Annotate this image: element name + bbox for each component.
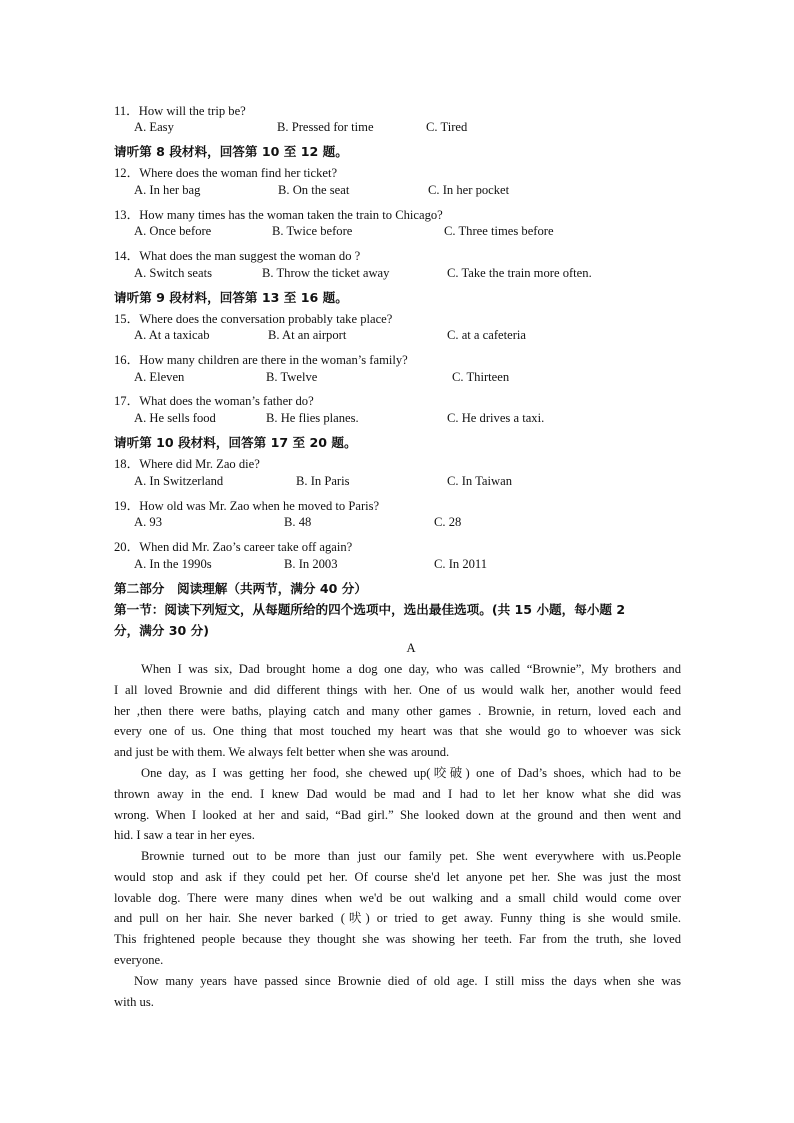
option-a: A. Switch seats [134,266,213,280]
text-line: This frightened people because they thought she was showing her teeth. Far from the truth, she loved [114,932,681,947]
question-16: 16．How many children are there in the woman’s family? [114,353,408,367]
text-line: Brownie turned out to be more than just our family pet. She went everywhere with us.People [141,849,681,863]
option-a: A. He sells food [134,411,216,425]
option-b: B. In Paris [296,474,350,488]
text-line: lovable dog. There were many dines when we'd be out walking and a small child would come over [114,890,681,905]
option-c: C. Three times before [444,224,554,238]
question-11: 11．How will the trip be? [114,104,246,118]
option-b: B. At an airport [268,328,347,342]
option-c: C. Tired [426,120,468,134]
passage-paragraph-1 [114,659,681,763]
text-line: wrong. When I looked at her and said, “Bad girl.” She looked down at the ground and then went and [114,807,681,822]
option-a: A. At a taxicab [134,328,210,342]
section-heading-9: 请听第 9 段材料，回答第 13 至 16 题。 [114,290,348,305]
question-20: 20．When did Mr. Zao’s career take off again? [114,540,353,554]
option-c: C. Thirteen [452,370,510,384]
passage-paragraph-3 [114,846,681,971]
passage-paragraph-2 [114,763,681,846]
option-c: C. In 2011 [434,557,488,571]
section-heading-8: 请听第 8 段材料，回答第 10 至 12 题。 [114,144,348,159]
option-b: B. Twice before [272,224,353,238]
option-c: C. at a cafeteria [447,328,527,342]
option-a: A. Once before [134,224,212,238]
text-line: I all loved Brownie and did different things with her. One of us would walk her, another would feed [114,682,681,697]
option-b: B. On the seat [278,183,350,197]
option-b: B. In 2003 [284,557,338,571]
text-line: When I was six, Dad brought home a dog one day, who was called “Brownie”, My brothers and [141,662,681,676]
text-line: One day, as I was getting her food, she chewed up(咬破) one of Dad’s shoes, which had to be [141,766,681,780]
passage-paragraph-4 [114,971,681,1013]
option-c: C. In her pocket [428,183,510,197]
option-a: A. Easy [134,120,174,134]
question-12: 12．Where does the woman find her ticket? [114,166,338,180]
question-18: 18．Where did Mr. Zao die? [114,457,260,471]
question-14: 14．What does the man suggest the woman do ? [114,249,361,263]
text-line: and just be with them. We always felt better when she was around. [114,745,450,760]
text-line: her ,then there were baths, playing catch and many other games . Brownie, in return, loved each and [114,703,681,718]
section-one-instruction-line1: 第一节：阅读下列短文，从每题所给的四个选项中，选出最佳选项。(共 15 小题，每小题 2 [114,602,626,617]
option-b: B. Twelve [266,370,318,384]
text-line: hid. I saw a tear in her eyes. [114,828,255,843]
option-b: B. Pressed for time [277,120,374,134]
option-c: C. He drives a taxi. [447,411,545,425]
section-one-instruction-line2: 分，满分 30 分) [114,623,210,638]
passage-label: A [406,641,416,655]
question-15: 15．Where does the conversation probably take place? [114,312,393,326]
section-heading-10: 请听第 10 段材料，回答第 17 至 20 题。 [114,435,357,450]
question-17: 17．What does the woman’s father do? [114,394,314,408]
text-line: Now many years have passed since Brownie died of old age. I still miss the days when she was [134,974,681,988]
option-a: A. 93 [134,515,162,529]
option-c: C. 28 [434,515,462,529]
question-19: 19．How old was Mr. Zao when he moved to Paris? [114,499,380,513]
part-two-heading: 第二部分 阅读理解（共两节，满分 40 分） [114,581,367,596]
text-line: with us. [114,994,154,1009]
option-a: A. In the 1990s [134,557,212,571]
option-c: C. Take the train more often. [447,266,592,280]
text-line: would stop and ask if they could pet her. Of course she'd let anyone pet her. She was just the most [114,869,681,884]
option-b: B. 48 [284,515,312,529]
option-b: B. He flies planes. [266,411,359,425]
question-13: 13．How many times has the woman taken the train to Chicago? [114,208,443,222]
option-b: B. Throw the ticket away [262,266,390,280]
text-line: and pull on her hair. She never barked (吠) or tried to get away. Funny thing is she would smile. [114,911,681,926]
option-a: A. In Switzerland [134,474,224,488]
option-a: A. In her bag [134,183,201,197]
option-a: A. Eleven [134,370,185,384]
text-line: every one of us. One thing that most touched my heart was that she would go to whoever was sick [114,724,681,739]
option-c: C. In Taiwan [447,474,512,488]
text-line: thrown away in the end. I knew Dad would be mad and I had to let her know what she did was [114,786,681,801]
text-line: everyone. [114,952,164,967]
